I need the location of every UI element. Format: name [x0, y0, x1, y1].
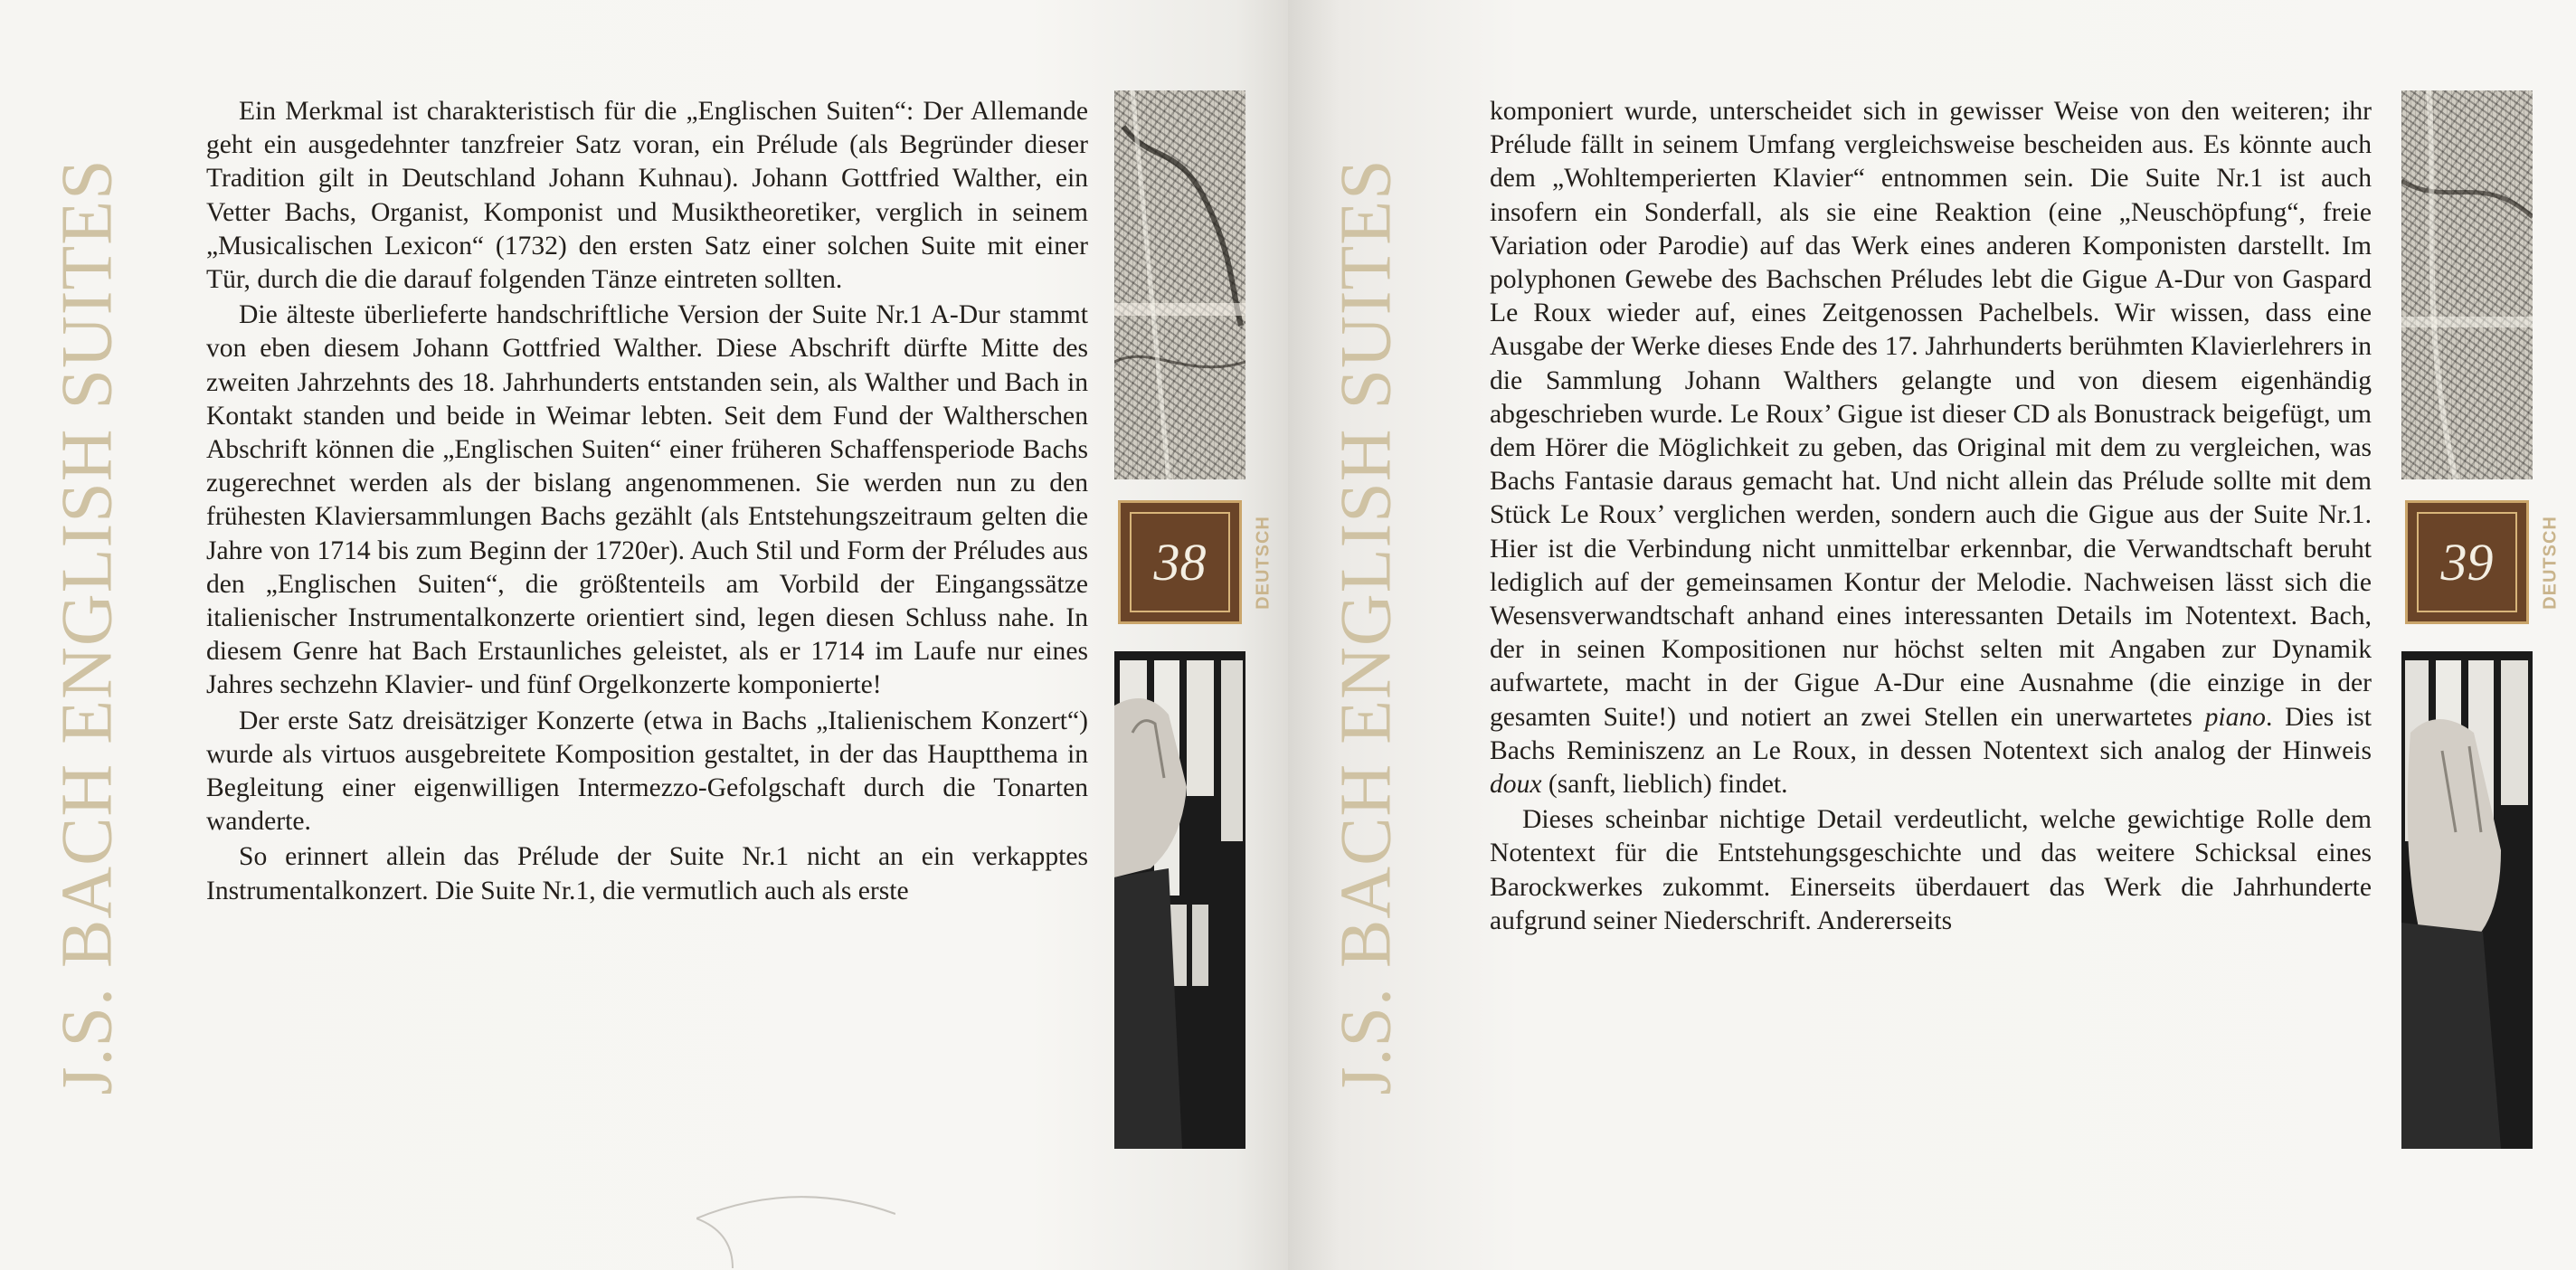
right-image-strip: [2401, 90, 2561, 1149]
italic-term-piano: piano: [2204, 702, 2266, 732]
city-map-engraving: [1114, 90, 1245, 479]
spine-title-text: J.S. BACH ENGLISH SUITES: [1326, 157, 1406, 1095]
page-number: 39: [2440, 533, 2494, 592]
spine-title-left: [47, 95, 128, 1158]
paragraph: So erinnert allein das Prélude der Suite Nr.1 nicht an ein verkapptes Instrumentalkonzert. Die Suite Nr.1, die vermutlich auch als erste: [206, 842, 1088, 905]
piano-hand-photo: [1114, 651, 1245, 1149]
italic-term-doux: doux: [1490, 770, 1542, 800]
right-page: [1288, 0, 2576, 1270]
page-number-badge: [2405, 500, 2529, 624]
right-body-text: [1490, 95, 2372, 940]
paragraph: komponiert wurde, unterscheidet sich in gewisser Weise von den weiteren; ihr Prélude fällt in seinem Umfang vergleichsweise bescheiden aus. Es könnte auch dem „Wohltemperierten Klavier“ entnommen sein. Die Suite Nr.1 ist auch insofern ein Sonderfall, als sie eine Reaktion (eine „Neuschöpfung“, freie Variation oder Parodie) auf das Werk eines anderen Komponisten darstellt. Im polyphonen Gewebe des Bachschen Préludes lebt die Gigue A-Dur von Gaspard Le Roux wieder auf, eines Zeitgenossen Pachelbels. Wir wissen, dass eine Ausgabe der Werke dieses Ende des 17. Jahrhunderts berühmten Klavierlehrers in die Sammlung Johann Walthers gelangte und von diesem eigenhändig abgeschrieben wurde. Le Roux’ Gigue ist dieser CD als Bonustrack beigefügt, um dem Hörer die Möglichkeit zu geben, das Original mit dem zu vergleichen, was Bachs Fantasie daraus gemacht hat. Und nicht allein das Prélude sollte mit dem Stück Le Roux’ verglichen werden, sondern auch die Gigue aus der Suite Nr.1. Hier ist die Verbindung nicht unmittelbar erkennbar, die Verwandtschaft beruht lediglich auf der gemeinsamen Kontur der Melodie. Nachweisen lässt sich die Wesensverwandtschaft anhand eines interessanten Details im Notentext. Bach, der in seinen Kompositionen nur höchst selten mit Angaben zur Dynamik aufwartete, macht in der Gigue A-Dur eine Ausnahme (die einzige in der gesamten Suite!) und notiert an zwei Stellen ein unerwartetes piano. Dies ist Bachs Reminiszenz an Le Roux, in dessen Notentext sich analog der Hinweis doux (sanft, lieblich) findet.: [1490, 97, 2372, 800]
paragraph: Die älteste überlieferte handschriftliche Version der Suite Nr.1 A-Dur stammt von eben diesem Johann Gottfried Walther. Diese Abschrift dürfte Mitte des zweiten Jahrzehnts des 18. Jahrhunderts entstanden sein, als Walther und Bach in Kontakt standen und beide in Weimar lebten. Seit dem Fund der Waltherschen Abschrift können die „Englischen Suiten“ einer früheren Schaffensperiode Bachs zugerechnet werden als der bislang angenommenen. Sie werden nun zu den frühesten Klaviersammlungen Bachs gezählt (als Entstehungszeitraum gelten die Jahre von 1714 bis zum Beginn der 1720er). Auch Stil und Form der Préludes aus den „Englischen Suiten“, die größtenteils am Vorbild der Eingangssätze italienischer Instrumentalkonzerte orientiert sind, legen diesen Schluss nahe. In diesem Genre hat Bach Erstaunliches geleistet, als er 1714 im Laufe nur eines Jahres sechzehn Klavier- und fünf Orgelkonzerte komponierte!: [206, 300, 1088, 700]
language-label: DEUTSCH: [1253, 515, 1274, 610]
left-image-strip: [1114, 90, 1274, 1149]
disc-edge-curve: [696, 1187, 895, 1268]
paragraph: Dieses scheinbar nichtige Detail verdeutlicht, welche gewichtige Rolle dem Notentext für die Entstehungsgeschichte und das weitere Schicksal eines Barockwerkes zukommt. Einerseits überdauert das Werk die Jahrhunderte aufgrund seiner Niederschrift. Andererseits: [1490, 805, 2372, 935]
language-label: DEUTSCH: [2540, 515, 2561, 610]
city-map-engraving: [2401, 90, 2533, 479]
page-number: 38: [1153, 533, 1207, 592]
piano-hand-photo: [2401, 651, 2533, 1149]
spine-title-text: J.S. BACH ENGLISH SUITES: [47, 157, 128, 1095]
paragraph: Der erste Satz dreisätziger Konzerte (etwa in Bachs „Italienischem Konzert“) wurde als virtuos ausgebreitete Komposition gestaltet, in der das Hauptthema in Begleitung einer eigenwilligen Intermezzo-Gefolgschaft durch die Tonarten wanderte.: [206, 706, 1088, 837]
spine-title-right: [1326, 95, 1407, 1158]
page-number-badge: [1118, 500, 1242, 624]
left-body-text: [206, 95, 1088, 910]
paragraph: Ein Merkmal ist charakteristisch für die „Englischen Suiten“: Der Allemande geht ein ausgedehnter tanzfreier Satz voran, ein Prélude (als Begründer dieser Tradition gilt in Deutschland Johann Kuhnau). Johann Gottfried Walther, ein Vetter Bachs, Organist, Komponist und Musiktheoretiker, verglich in seinem „Musicalischen Lexicon“ (1732) den ersten Satz einer solchen Suite mit einer Tür, durch die die darauf folgenden Tänze eintreten sollten.: [206, 97, 1088, 295]
